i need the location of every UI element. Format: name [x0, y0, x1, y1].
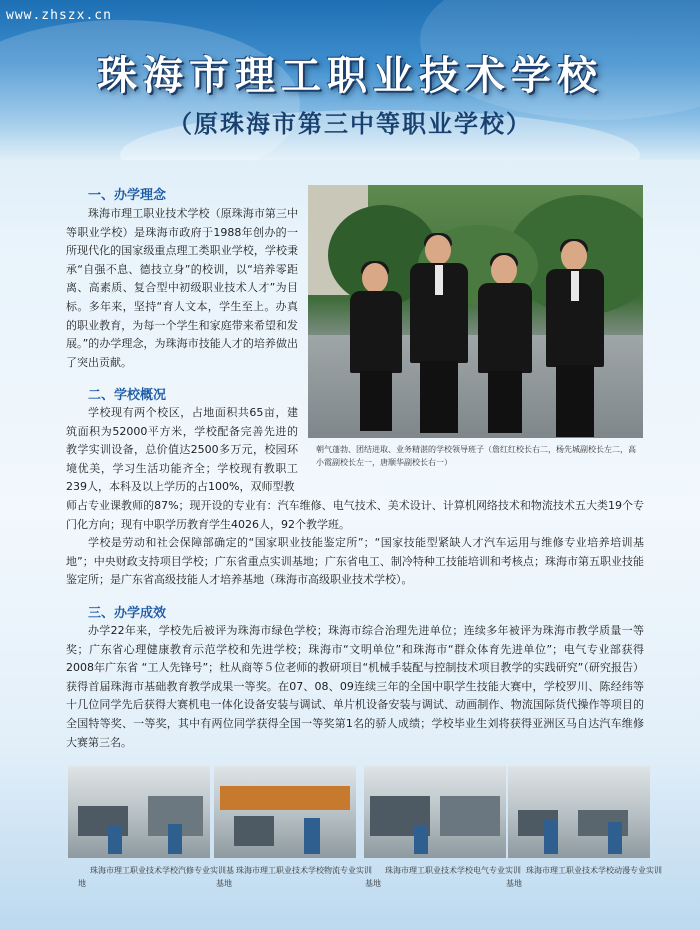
- training-photo-logistics: [214, 766, 356, 858]
- section-heading-overview: 二、学校概况: [88, 388, 167, 403]
- section-paragraph-overview-wide: 师占专业课教师的87%；现开设的专业有：汽车维修、电气技术、美术设计、计算机网络技术和物流技术五大类19个专门化方向；现有中职学历教育学生4026人，92个教学班。: [66, 499, 644, 531]
- section-paragraph-philosophy: 珠海市理工职业技术学校（原珠海市第三中等职业学校）是珠海市政府于1988年创办的一所现代化的国家级重点理工类职业学校，学校秉承“自强不息、德技立身”的校训，以“培养零距离、高素质、复合型中初级职业技术人才”为目标。多年来，坚持“育人文本，学生至上。办真的职业教育，为每一个学生和家庭带来希望和发展。”的办学理念，为珠海市技能人才的培养做出了突出贡献。: [66, 207, 298, 369]
- photo-caption: 朝气蓬勃、团结进取、业务精湛的学校领导班子（詹红红校长右二，杨先城副校长左二，高小霞副校长左一，唐顺华副校长右一）: [316, 445, 636, 467]
- training-caption-auto: 珠海市理工职业技术学校汽修专业实训基地: [78, 866, 234, 888]
- section-paragraph-overview-narrow: 学校现有两个校区，占地面积共65亩，建筑面积为52000平方米，学校配备完善先进的教学实训设备，总价值达2500多万元，校园环境优美，学习生活功能齐全；学校现有教职工239人，本科及以上学历的占100%，双师型教: [66, 406, 298, 494]
- page-title: 珠海市理工职业技术学校: [97, 52, 603, 99]
- section-heading-philosophy: 一、办学理念: [88, 188, 167, 203]
- section-paragraph-achievements: 办学22年来，学校先后被评为珠海市绿色学校；珠海市综合治理先进单位；连续多年被评为珠海市教学质量一等奖；广东省心理健康教育示范学校和先进学校；珠海市“文明单位”和珠海市“群众体育先进单位”；电气专业部获得2008年广东省 “工人先锋号”；杜从商等５位老师的教研项目“机械手装配与控制技术项目教学的实践研究”（研究报告）获得首届珠海市基础教育教学成果一等奖。在07、08、09连续三年的全国中职学生技能大赛中，学校罗川、陈经纬等十几位同学先后获得大赛机电一体化设备安装与调试、单片机设备安装与调试、动画制作、物流国际货代操作等项目的全国特等奖、一等奖，其中有两位同学获得全国一等奖第1名的骄人成绩；学校毕业生刘将获得亚洲区马自达汽车维修大赛第三名。: [66, 624, 644, 749]
- training-photo-animation: [508, 766, 650, 858]
- section-heading-achievements: 三、办学成效: [88, 606, 167, 621]
- training-caption-electrical: 珠海市理工职业技术学校电气专业实训基地: [365, 866, 521, 888]
- training-photo-electrical: [364, 766, 506, 858]
- leadership-team-photo: [308, 185, 643, 438]
- training-caption-logistics: 珠海市理工职业技术学校物流专业实训基地: [216, 866, 372, 888]
- header-banner: [0, 0, 700, 160]
- watermark-url[interactable]: www.zhszx.cn: [6, 8, 112, 23]
- training-caption-animation: 珠海市理工职业技术学校动漫专业实训基地: [506, 866, 662, 888]
- training-photo-auto: [68, 766, 210, 858]
- page-subtitle: （原珠海市第三中等职业学校）: [168, 110, 532, 138]
- section-paragraph-overview-2: 学校是劳动和社会保障部确定的“国家职业技能鉴定所”；“国家技能型紧缺人才汽车运用与维修专业培养培训基地”；中央财政支持项目学校；广东省重点实训基地；广东省电工、制冷特种工技能培训和考核点；珠海市第五职业技能鉴定所；是广东省高级技能人才培养基地（珠海市高级职业技术学校）。: [66, 536, 644, 587]
